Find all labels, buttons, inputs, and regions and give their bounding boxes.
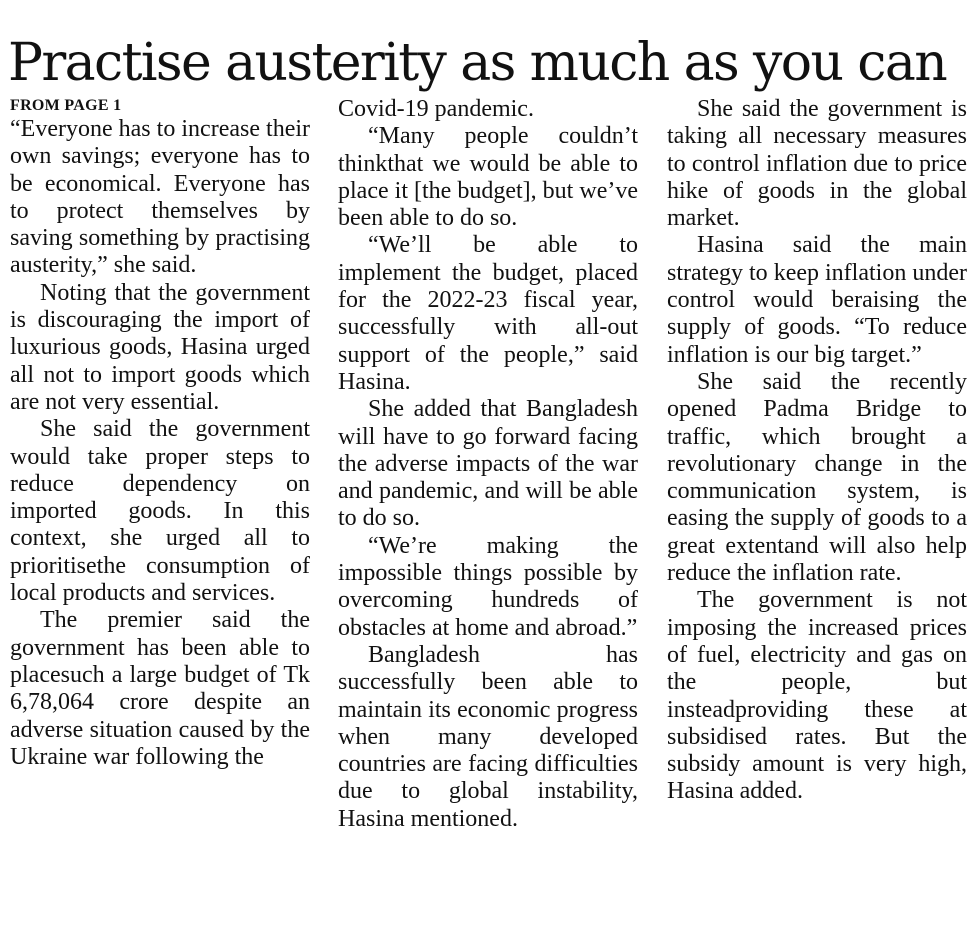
paragraph: Covid-19 pandemic. <box>338 96 534 122</box>
paragraph: “Everyone has to increase their own savings; everyone has to be economical. Everyone has to protect themselves by saving something by practising austerity,” she said. <box>10 116 310 279</box>
paragraph: She said the government is taking all necessary measures to control inflation due to price hike of goods in the global market. <box>667 96 967 232</box>
article-column-1 <box>10 96 310 771</box>
article-column-2 <box>338 96 638 833</box>
paragraph: “Many people couldn’t thinkthat we would be able to place it [the budget], but we’ve been able to do so. <box>338 123 638 232</box>
paragraph: The premier said the government has been able to placesuch a large budget of Tk 6,78,064 crore despite an adverse situation caused by the Ukraine war following the <box>10 607 310 770</box>
headline: Practise austerity as much as you can <box>8 33 947 93</box>
paragraph: “We’re making the impossible things possible by overcoming hundreds of obstacles at home and abroad.” <box>338 532 638 641</box>
paragraph: The government is not imposing the increased prices of fuel, electricity and gas on the people, but insteadproviding these at subsidised rates. But the subsidy amount is very high, Hasina added. <box>667 587 967 805</box>
paragraph: Hasina said the main strategy to keep inflation under control would beraising the supply of goods. “To reduce inflation is our big target.” <box>667 232 967 368</box>
paragraph: Bangladesh has successfully been able to maintain its economic progress when many developed countries are facing difficulties due to global instability, Hasina mentioned. <box>338 641 638 832</box>
article-column-3 <box>667 96 967 806</box>
continuation-kicker: FROM PAGE 1 <box>10 97 122 114</box>
paragraph: “We’ll be able to implement the budget, placed for the 2022-23 fiscal year, successfully with all-out support of the people,” said Hasina. <box>338 232 638 395</box>
paragraph: She added that Bangladesh will have to go forward facing the adverse impacts of the war and pandemic, and will be able to do so. <box>338 396 638 532</box>
paragraph: Noting that the government is discouraging the import of luxurious goods, Hasina urged all not to import goods which are not very essential. <box>10 279 310 415</box>
paragraph: She said the recently opened Padma Bridge to traffic, which brought a revolutionary change in the communication system, is easing the supply of goods to a great extentand will also help reduce the inflation rate. <box>667 368 967 587</box>
paragraph: She said the government would take proper steps to reduce dependency on imported goods. In this context, she urged all to prioritisethe consumption of local products and services. <box>10 416 310 607</box>
